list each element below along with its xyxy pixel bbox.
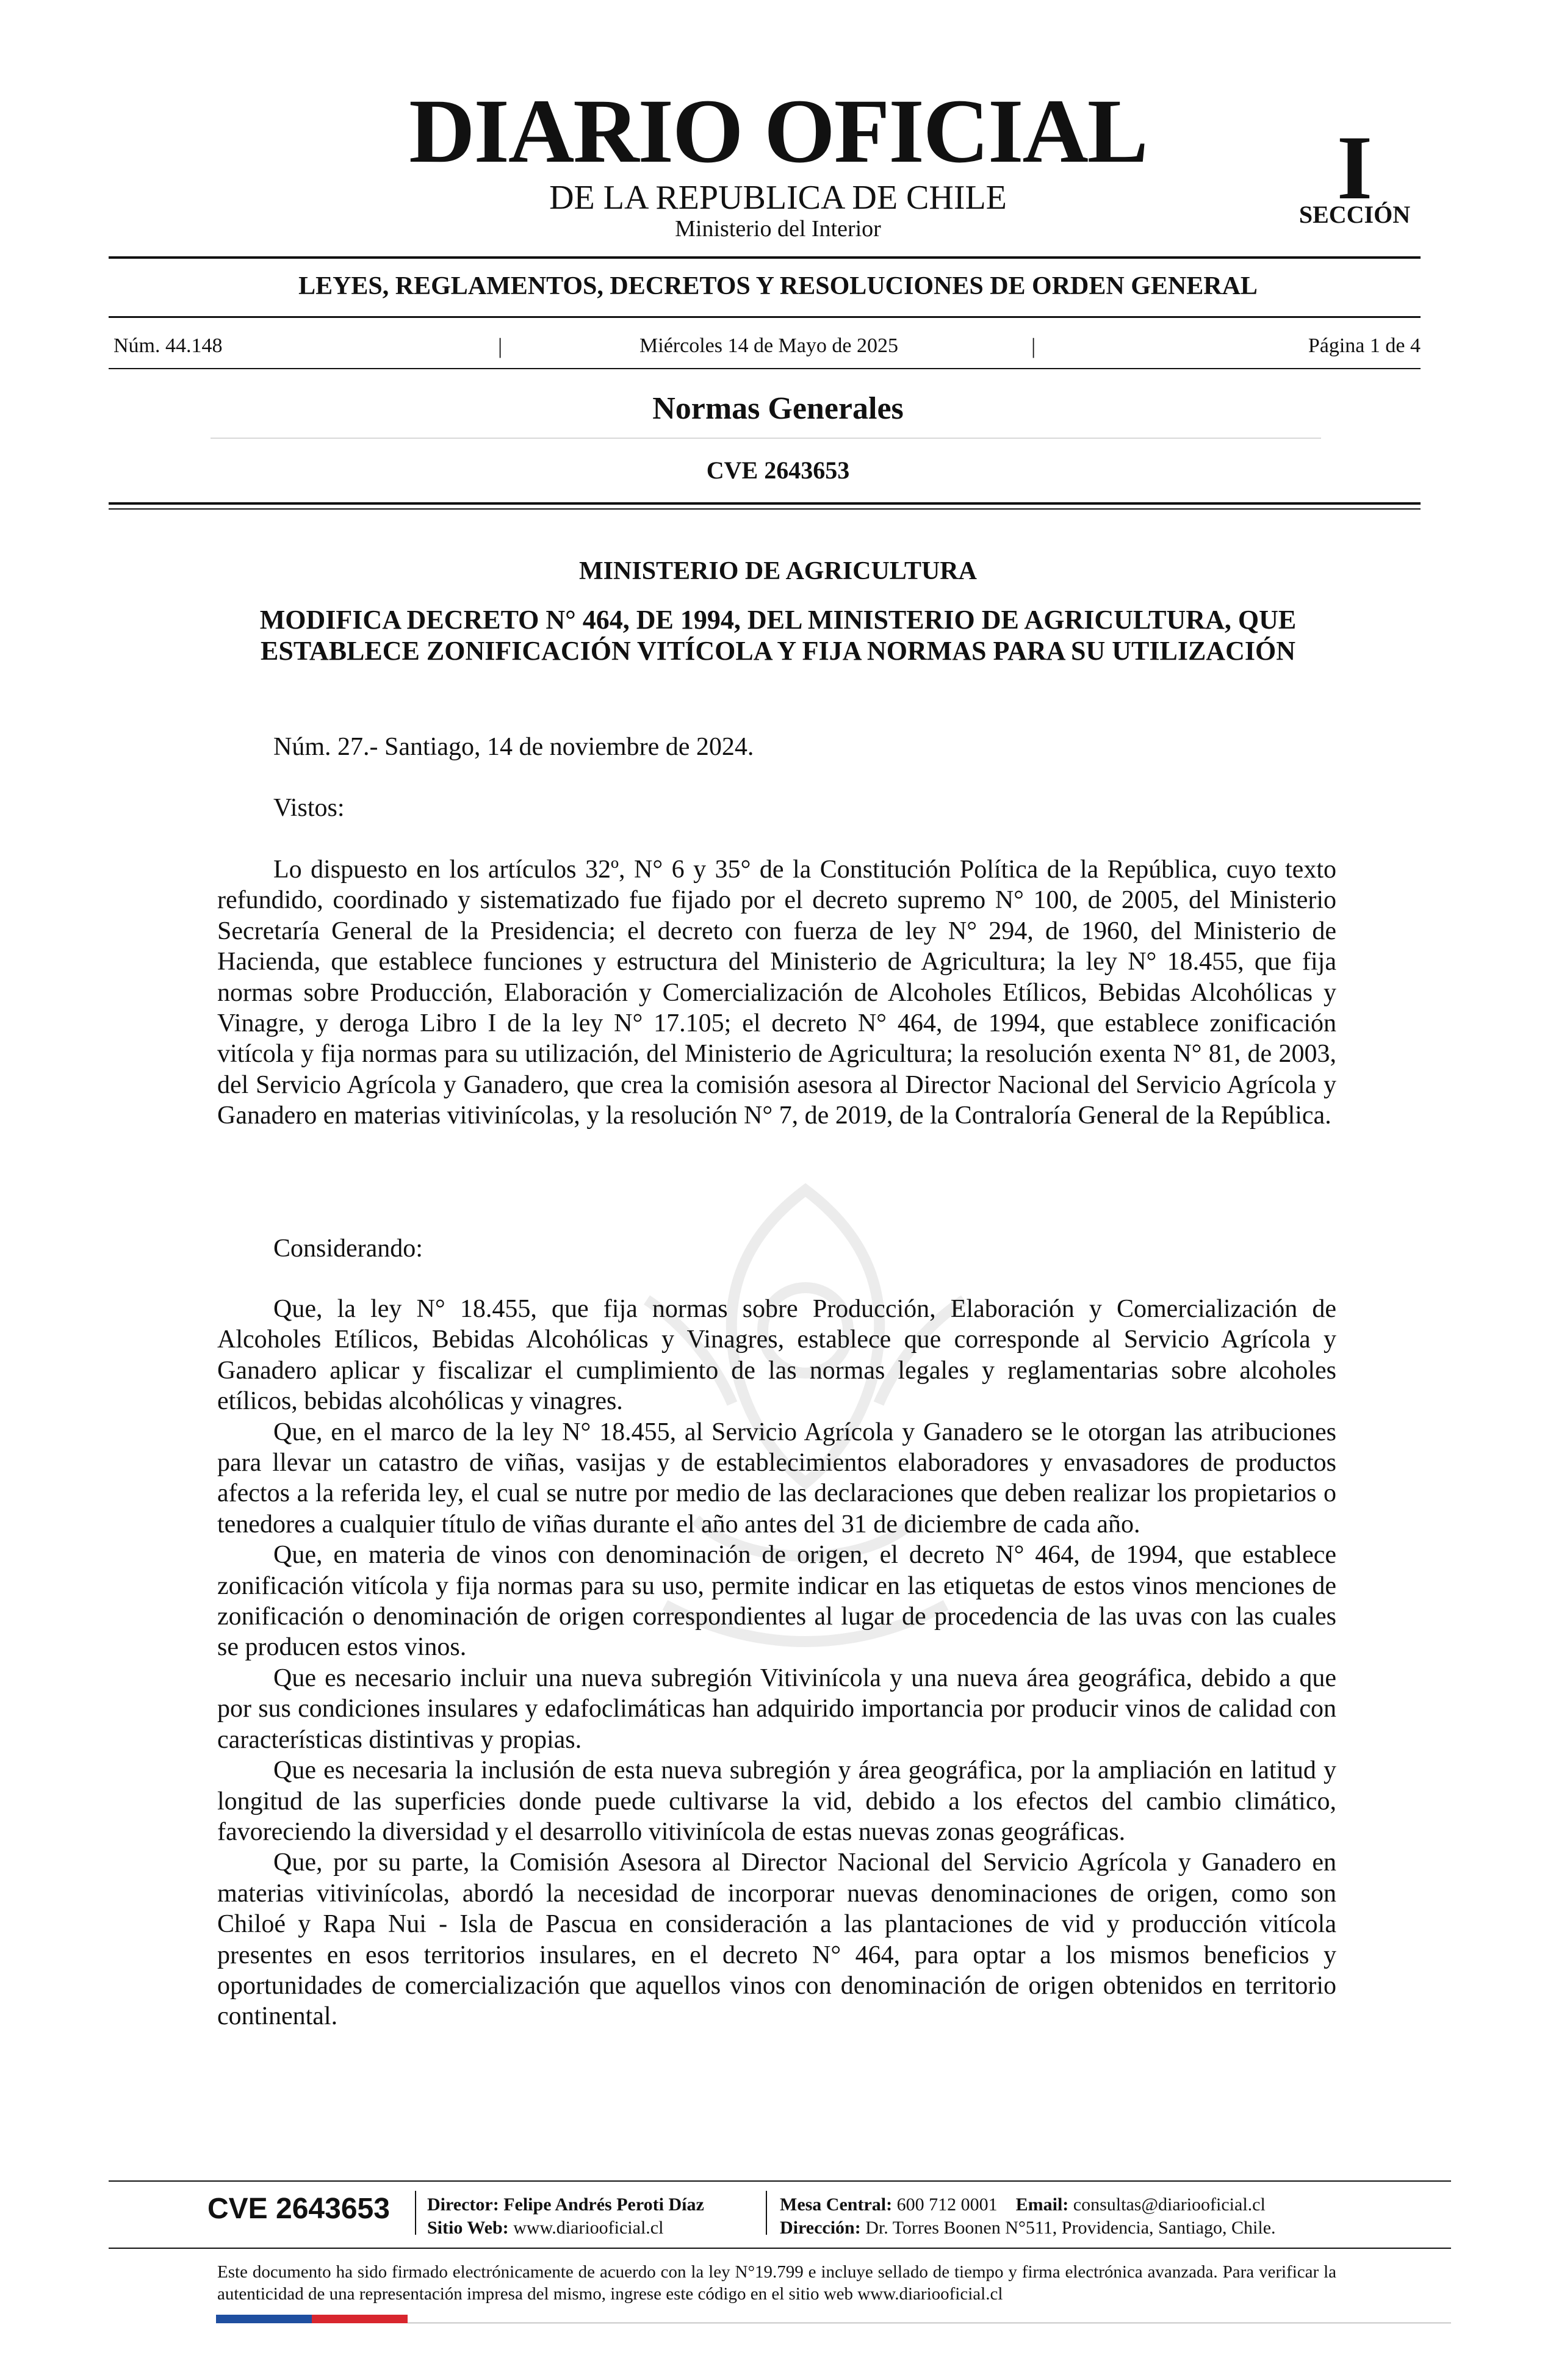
decree-title-line: MODIFICA DECRETO N° 464, DE 1994, DEL MINISTERIO DE AGRICULTURA, QUE — [259, 605, 1297, 635]
issue-number: Núm. 44.148 — [113, 334, 223, 357]
newspaper-ministry: Ministerio del Interior — [675, 216, 881, 242]
decree-dateline: Núm. 27.- Santiago, 14 de noviembre de 2024. — [273, 733, 754, 761]
section-rule-thin — [109, 508, 1421, 510]
section-rule-thick — [109, 502, 1421, 505]
heading-rule — [109, 316, 1421, 318]
paragraph: Que, por su parte, la Comisión Asesora al Director Nacional del Servicio Agrícola y Ganadero en materias vitivinícolas, abordó la necesidad de incorporar nuevas denominaciones de origen, como son Chiloé y Rapa Nui - Isla de Pascua en consideración a las plantaciones de vid y producción vitícola presentes en esos territorios insulares, en el decreto N° 464, para optar a los mismos beneficios y oportunidades de comercialización que aquellos vinos con denominación de origen obtenidos en territorio continental. — [217, 1848, 1336, 2031]
issue-rule — [109, 368, 1421, 369]
issue-separator: | — [498, 334, 503, 358]
paragraph: Que, en materia de vinos con denominación de origen, el decreto N° 464, de 1994, que establece zonificación vitícola y fija normas para su uso, permite indicar en las etiquetas de estos vinos menciones de zonificación o denominación de origen correspondientes al lugar de procedencia de las uvas con las cuales se producen estos vinos. — [217, 1541, 1336, 1662]
issue-separator: | — [1031, 334, 1036, 358]
footer-cve-code: CVE 2643653 — [207, 2193, 390, 2225]
decree-title — [183, 604, 1373, 666]
decree-title-line: ESTABLECE ZONIFICACIÓN VITÍCOLA Y FIJA NORMAS PARA SU UTILIZACIÓN — [261, 636, 1295, 666]
vistos-paragraph — [217, 854, 1336, 1131]
paragraph: Que es necesaria la inclusión de esta nueva subregión y área geográfica, por la ampliación en latitud y longitud de las superficies donde puede cultivarse la vid, debido a los efectos del cambio climático, favoreciendo la diversidad y el desarrollo vitivinícola de estas nuevas zonas geográficas. — [217, 1756, 1336, 1846]
email-link[interactable]: consultas@diariooficial.cl — [1073, 2194, 1266, 2215]
section-numeral: I — [1336, 117, 1373, 218]
director-label: Director: — [427, 2194, 499, 2215]
phone-label: Mesa Central: — [780, 2194, 893, 2215]
footer-rule — [109, 2180, 1451, 2182]
issue-date: Miércoles 14 de Mayo de 2025 — [639, 334, 898, 357]
footer-contact-info — [780, 2193, 1276, 2240]
paragraph: Que es necesario incluir una nueva subregión Vitivinícola y una nueva área geográfica, debido a que por sus condiciones insulares y edafoclimáticas han adquirido importancia por producir vinos de calidad con características distintivas y propias. — [217, 1664, 1336, 1754]
section-divider — [211, 438, 1321, 439]
footer-divider — [415, 2191, 416, 2235]
newspaper-subtitle: DE LA REPUBLICA DE CHILE — [549, 179, 1007, 217]
considerando-paragraphs — [217, 1294, 1336, 2032]
footer-rule — [109, 2248, 1451, 2249]
newspaper-title: DIARIO OFICIAL — [409, 81, 1147, 182]
phone-number: 600 712 0001 — [896, 2194, 998, 2215]
director-name: Felipe Andrés Peroti Díaz — [503, 2194, 704, 2215]
cve-code: CVE 2643653 — [706, 456, 850, 484]
vistos-heading: Vistos: — [273, 794, 345, 822]
flag-bar-red — [312, 2315, 408, 2323]
website-label: Sitio Web: — [427, 2218, 509, 2238]
flag-bar-blue — [216, 2315, 312, 2323]
issuing-ministry: MINISTERIO DE AGRICULTURA — [579, 557, 977, 585]
paragraph: Que, la ley N° 18.455, que fija normas sobre Producción, Elaboración y Comercialización de Alcoholes Etílicos, Bebidas Alcohólicas y Vinagres, establece que corresponde al Servicio Agrícola y Ganadero aplicar y fiscalizar el cumplimiento de las normas legales y reglamentarias sobre alcoholes etílicos, bebidas alcohólicas y vinagres. — [217, 1295, 1336, 1416]
email-label: Email: — [1015, 2194, 1069, 2215]
page-indicator: Página 1 de 4 — [1308, 334, 1421, 357]
section-title: Normas Generales — [652, 391, 904, 426]
masthead-rule — [109, 256, 1421, 259]
address-text: Dr. Torres Boonen N°511, Providencia, Santiago, Chile. — [865, 2218, 1276, 2238]
footer-divider — [766, 2191, 767, 2235]
law-category-heading: LEYES, REGLAMENTOS, DECRETOS Y RESOLUCIONES DE ORDEN GENERAL — [298, 272, 1258, 300]
footer-director-info — [427, 2193, 704, 2240]
website-link[interactable]: www.diariooficial.cl — [513, 2218, 664, 2238]
considerando-heading: Considerando: — [273, 1235, 423, 1263]
signature-disclaimer: Este documento ha sido firmado electrónicamente de acuerdo con la ley N°19.799 e incluye sellado de tiempo y firma electrónica avanzada. Para verificar la autenticidad de una representación impresa del mismo, ingrese este código en el sitio web www.diariooficial.cl — [217, 2262, 1336, 2304]
section-label: SECCIÓN — [1298, 201, 1411, 228]
paragraph: Lo dispuesto en los artículos 32º, N° 6 y 35° de la Constitución Política de la República, cuyo texto refundido, coordinado y sistematizado fue fijado por el decreto supremo N° 100, de 2005, del Ministerio Secretaría General de la Presidencia; el decreto con fuerza de ley N° 294, de 1960, del Ministerio de Hacienda, que establece funciones y estructura del Ministerio de Agricultura; la ley N° 18.455, que fija normas sobre Producción, Elaboración y Comercialización de Alcoholes Etílicos, Bebidas Alcohólicas y Vinagre, y deroga Libro I de la ley N° 17.105; el decreto N° 464, de 1994, que establece zonificación vitícola y fija normas para su utilización, del Ministerio de Agricultura; la resolución exenta N° 81, de 2003, del Servicio Agrícola y Ganadero, que crea la comisión asesora al Director Nacional del Servicio Agrícola y Ganadero en materias vitivinícolas, y la resolución N° 7, de 2019, de la Contraloría General de la República. — [217, 856, 1336, 1130]
paragraph: Que, en el marco de la ley N° 18.455, al Servicio Agrícola y Ganadero se le otorgan las atribuciones para llevar un catastro de viñas, vasijas y de establecimientos elaboradores y envasadores de productos afectos a la referida ley, el cual se nutre por medio de las declaraciones que deben realizar los propietarios o tenedores a cualquier título de viñas durante el año antes del 31 de diciembre de cada año. — [217, 1418, 1336, 1538]
address-label: Dirección: — [780, 2218, 861, 2238]
